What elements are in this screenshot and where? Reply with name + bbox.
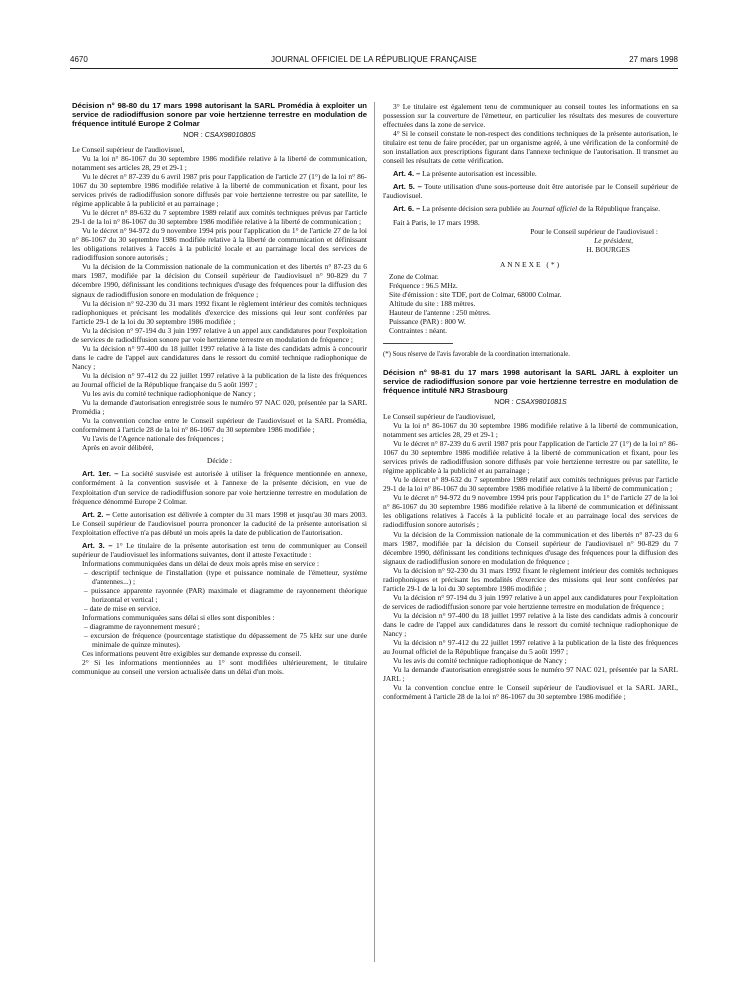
- column-divider: [374, 102, 375, 962]
- visa-paragraph: Vu la décision n° 97-412 du 22 juillet 1997 relative à la publication de la liste des fréquences au Journal officiel de la République française du 5 août 1997 ;: [72, 370, 367, 389]
- visa-paragraph: Le Conseil supérieur de l'audiovisuel,: [72, 144, 185, 154]
- footnote: (*) Sous réserve de l'avis favorable de la coordination internationale.: [383, 351, 570, 359]
- page-header: [70, 55, 678, 67]
- visa-paragraph: Vu la décision n° 97-400 du 18 juillet 1997 relative à la liste des candidats admis à concourir dans le cadre de l'appel aux candidatures dans le ressort du comité technique radiophonique de Nancy ;: [72, 343, 367, 371]
- annex-line: Hauteur de l'antenne : 250 mètres.: [389, 307, 491, 317]
- decide-heading: Décide :: [207, 456, 232, 466]
- visas-list: [383, 412, 678, 702]
- info-paragraph: 2° Si les informations mentionnées au 1° sont modifiées ultérieurement, le titulaire communique au conseil une version actualisée dans un délai d'un mois.: [72, 658, 367, 677]
- page-number: 4670: [70, 55, 88, 64]
- article-6: Art. 6. – La présente décision sera publiée au Journal officiel de la République française.: [393, 204, 661, 214]
- annex-line: Zone de Colmar.: [389, 271, 439, 281]
- footnote-rule: [383, 343, 453, 344]
- annex-line: Altitude du site : 188 mètres.: [389, 298, 476, 308]
- visa-paragraph: Vu les avis du comité technique radiophonique de Nancy ;: [82, 389, 256, 399]
- list-item: – descriptif technique de l'installation (type et puissance nominale de l'émetteur, système d'antennes...) ;: [84, 567, 368, 586]
- annex-line: Site d'émission : site TDF, port de Colmar, 68000 Colmar.: [389, 289, 562, 299]
- annex-list: [383, 272, 678, 335]
- list-item: – date de mise en service.: [84, 604, 161, 614]
- article-label: Art. 3. –: [82, 540, 113, 550]
- visa-paragraph: Vu le décret n° 94-972 du 9 novembre 1994 pris pour l'application du 1° de l'article 27 de la loi n° 86-1067 du 30 septembre 1986 modifiée relative à la liberté de communication et définissant les obligations relatives à l'accès à la publicité locale et au parrainage local des services de radiodiffusion sonore autorisés ;: [72, 226, 367, 263]
- visa-paragraph: Vu la décision n° 92-230 du 31 mars 1992 fixant le règlement intérieur des comités techniques radiophoniques et précisant les modalités d'exercice des missions qui leur sont conférées par l'article 29-1 de la loi du 30 septembre 1986 modifiée ;: [72, 298, 367, 326]
- article-4: Art. 4. – La présente autorisation est incessible.: [393, 169, 537, 179]
- signatory-title: Le président,: [594, 235, 633, 245]
- visa-paragraph: Vu la demande d'autorisation enregistrée sous le numéro 97 NAC 021, présentée par la SARL JARL ;: [383, 665, 678, 684]
- visa-paragraph: Vu le décret n° 89-632 du 7 septembre 1989 relatif aux comités techniques prévus par l'article 29-1 de la loi n° 86-1067 du 30 septembre 1986 modifiée relative à la liberté de communication ;: [383, 475, 678, 494]
- annex-heading: ANNEXE (*): [499, 259, 562, 269]
- article-label: Art. 6. –: [393, 204, 421, 214]
- visa-paragraph: Vu la loi n° 86-1067 du 30 septembre 1986 modifiée relative à la liberté de communication, notamment ses articles 28, 29 et 29-1 ;: [72, 153, 367, 172]
- visa-paragraph: Vu la convention conclue entre le Conseil supérieur de l'audiovisuel et la SARL Promédia, conformément à l'article 28 de la loi n° 86-1067 du 30 septembre 1986 modifiée ;: [72, 416, 367, 435]
- article-1: Art. 1er. – La société susvisée est autorisée à utiliser la fréquence mentionnée en annexe, conformément à la convention susvisée et à l'annexe de la présente décision, en vue de l'exploitation d'un service de radiodiffusion sonore par voie hertzienne terrestre en modulation de fréquence dénommé Europe 2 Colmar.: [72, 469, 368, 506]
- visa-paragraph: Vu la décision n° 97-400 du 18 juillet 1997 relative à la liste des candidats admis à concourir dans le cadre de l'appel aux candidatures dans le ressort du comité technique radiophonique de Nancy ;: [383, 610, 678, 639]
- annex-line: Contraintes : néant.: [389, 326, 448, 336]
- right-column: [383, 102, 678, 701]
- annex-line: Fréquence : 96.5 MHz.: [389, 280, 458, 290]
- visa-paragraph: Après en avoir délibéré,: [82, 443, 154, 453]
- list-item: – puissance apparente rayonnée (PAR) maximale et diagramme de rayonnement théorique horizontal et vertical ;: [84, 585, 368, 605]
- visa-paragraph: Vu la décision n° 97-194 du 3 juin 1997 relative à un appel aux candidatures pour l'exploitation de services de radiodiffusion sonore par voie hertzienne terrestre en modulation de fréquence ;: [72, 325, 367, 344]
- visa-paragraph: Vu les avis du comité technique radiophonique de Nancy ;: [393, 656, 567, 666]
- list-item: – diagramme de rayonnement mesuré ;: [84, 622, 200, 632]
- article-label: Art. 4. –: [393, 169, 421, 179]
- visa-paragraph: Vu le décret n° 87-239 du 6 avril 1987 pris pour l'application de l'article 27 (1°) de la loi n° 86-1067 du 30 septembre 1986 modifiée relative à la liberté de communication et fixant, pour les services privés de radiodiffusion sonore diffusés par voie hertzienne terrestre ou par satellite, le régime applicable à la publicité et au parrainage ;: [72, 171, 367, 209]
- visa-paragraph: Vu la décision de la Commission nationale de la communication et des libertés n° 87-23 du 6 mars 1987, modifiée par la décision du Conseil supérieur de l'audiovisuel n° 90-829 du 7 décembre 1990, définissant les conditions techniques d'usage des fréquences pour la diffusion des signaux de radiodiffusion sonore en modulation de fréquence ;: [383, 529, 678, 566]
- signatory-body: Pour le Conseil supérieur de l'audiovisuel :: [530, 226, 658, 236]
- header-rule: [70, 68, 678, 69]
- article-2: Art. 2. – Cette autorisation est délivrée à compter du 31 mars 1998 et jusqu'au 30 mars 2003. Le Conseil supérieur de l'audiovisuel pourra prononcer la caducité de la présente autorisation si l'exploitation effective n'a pas débuté un mois après la date de publication de l'autorisation.: [72, 509, 368, 537]
- visa-paragraph: Vu la loi n° 86-1067 du 30 septembre 1986 modifiée relative à la liberté de communication, notamment ses articles 28, 29 et 29-1 ;: [383, 420, 678, 439]
- visa-paragraph: Vu le décret n° 94-972 du 9 novembre 1994 pris pour l'application du 1° de l'article 27 de la loi n° 86-1067 du 30 septembre 1986 modifiée relative à la liberté de communication et définissant les obligations relatives à l'accès à la publicité locale et au parrainage local des services de radiodiffusion sonore autorisés ;: [383, 493, 678, 530]
- decision-title: Décision n° 98-80 du 17 mars 1998 autorisant la SARL Promédia à exploiter un service de radiodiffusion sonore par voie hertzienne terrestre en modulation de fréquence intitulé Europe 2 Colmar: [72, 101, 367, 128]
- decision-title: Décision n° 98-81 du 17 mars 1998 autorisant la SARL JARL à exploiter un service de radiodiffusion sonore par voie hertzienne terrestre en modulation de fréquence intitulé NRJ Strasbourg: [383, 368, 678, 395]
- info-paragraph: 3° Le titulaire est également tenu de communiquer au conseil toutes les informations en sa possession sur la couverture de l'émetteur, en particulier les résultats des mesures de couverture effectuées dans la zone de service.: [383, 102, 678, 130]
- signatory-name: H. BOURGES: [586, 244, 630, 254]
- article-3: Art. 3. – 1° Le titulaire de la présente autorisation est tenu de communiquer au Conseil supérieur de l'audiovisuel les informations suivantes, dont il atteste l'exactitude :: [72, 540, 368, 559]
- visa-paragraph: Vu l'avis de l'Agence nationale des fréquences ;: [82, 434, 224, 444]
- info-paragraph: Informations communiquées dans un délai de deux mois après mise en service :: [82, 558, 320, 568]
- info-paragraph: Ces informations peuvent être exigibles sur demande expresse du conseil.: [82, 649, 302, 659]
- signing-place-date: Fait à Paris, le 17 mars 1998.: [393, 217, 480, 227]
- nor-reference: NOR : CSAX9801080S: [183, 131, 256, 139]
- nor-reference: NOR : CSAX9801081S: [494, 398, 567, 406]
- visa-paragraph: Le Conseil supérieur de l'audiovisuel,: [383, 411, 496, 421]
- visa-paragraph: Vu la demande d'autorisation enregistrée sous le numéro 97 NAC 020, présentée par la SARL Promédia ;: [72, 398, 367, 417]
- list-item: – excursion de fréquence (pourcentage statistique du dépassement de 75 kHz sur une durée minimale de quinze minutes).: [84, 631, 368, 650]
- journal-title: JOURNAL OFFICIEL DE LA RÉPUBLIQUE FRANÇAISE: [271, 55, 477, 64]
- visa-paragraph: Vu le décret n° 87-239 du 6 avril 1987 pris pour l'application de l'article 27 (1°) de la loi n° 86-1067 du 30 septembre 1986 modifiée relative à la liberté de communication et fixant, pour les services privés de radiodiffusion sonore diffusés par voie hertzienne terrestre ou par satellite, le régime applicable à la publicité et au parrainage ;: [383, 439, 678, 476]
- info-paragraph: Informations communiquées sans délai si elles sont disponibles :: [82, 613, 275, 623]
- visas-list: [72, 145, 367, 453]
- visa-paragraph: Vu la décision n° 92-230 du 31 mars 1992 fixant le règlement intérieur des comités techniques radiophoniques et précisant les modalités d'exercice des missions qui leur sont conférées par l'article 29-1 de la loi du 30 septembre 1986 modifiée ;: [383, 565, 678, 593]
- info-paragraph: 4° Si le conseil constate le non-respect des conditions techniques de la présente autorisation, le titulaire est tenu de faire procéder, par un organisme agréé, à une vérification de la conformité de son installation aux prescriptions figurant dans l'annexe technique de l'autorisation. Il transmet au conseil les résultats de cette vérification.: [383, 129, 678, 166]
- left-column: [72, 102, 367, 676]
- visa-paragraph: Vu la décision n° 97-412 du 22 juillet 1997 relative à la publication de la liste des fréquences au Journal officiel de la République française du 5 août 1997 ;: [383, 638, 678, 657]
- visa-paragraph: Vu la décision de la Commission nationale de la communication et des libertés n° 87-23 du 6 mars 1987, modifiée par la décision du Conseil supérieur de l'audiovisuel n° 90-829 du 7 décembre 1990, définissant les conditions techniques d'usage des fréquences pour la diffusion des signaux de radiodiffusion sonore en modulation de fréquence ;: [72, 262, 367, 299]
- article-label: Art. 2. –: [82, 509, 111, 519]
- visa-paragraph: Vu le décret n° 89-632 du 7 septembre 1989 relatif aux comités techniques prévus par l'article 29-1 de la loi n° 86-1067 du 30 septembre 1986 modifiée relative à la liberté de communication ;: [72, 208, 367, 227]
- article-5: Art. 5. – Toute utilisation d'une sous-porteuse doit être autorisée par le Conseil supérieur de l'audiovisuel.: [383, 182, 678, 201]
- visa-paragraph: Vu la convention conclue entre le Conseil supérieur de l'audiovisuel et la SARL JARL, conformément à l'article 28 de la loi n° 86-1067 du 30 septembre 1986 modifiée ;: [383, 683, 678, 702]
- issue-date: 27 mars 1998: [629, 55, 678, 64]
- article-label: Art. 5. –: [393, 182, 422, 192]
- annex-line: Puissance (PAR) : 800 W.: [389, 316, 466, 326]
- visa-paragraph: Vu la décision n° 97-194 du 3 juin 1997 relative à un appel aux candidatures pour l'exploitation de services de radiodiffusion sonore par voie hertzienne terrestre en modulation de fréquence ;: [383, 592, 678, 611]
- article-label: Art. 1er. –: [82, 469, 119, 479]
